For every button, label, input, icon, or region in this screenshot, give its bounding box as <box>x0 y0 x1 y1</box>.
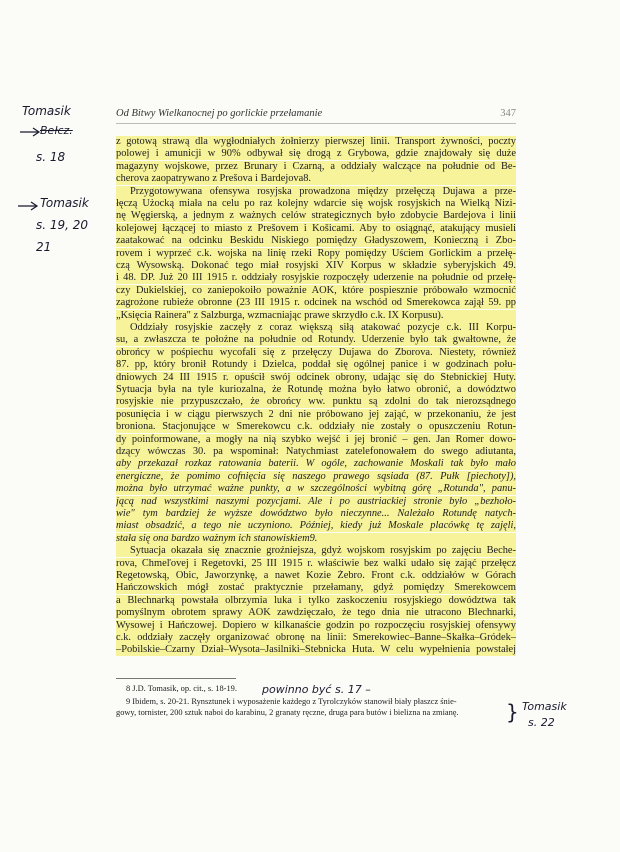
running-title: Od Bitwy Wielkanocnej po gorlickie przełamanie <box>116 108 323 119</box>
text-line: z gotową strawą dla wygłodniałych żołnierzy pierwszej linii. Transport żywności, poczty <box>116 136 516 147</box>
text-line: rovem i wyprzeć c.k. wojska na linię rzeki Ropy pomiędzy Uściem Gorlickim a przełę- <box>116 247 516 259</box>
text-line: nę Węgierską, a jednym z ważnych celów strategicznych było zdobycie Bardejova i linii <box>116 210 516 222</box>
text-line: obrońcy w pośpiechu wycofali się z przełęczy Dujawa do Zborova. Niestety, również <box>116 346 516 358</box>
handwritten-arrow-icon <box>16 200 40 212</box>
text-line: dy poinformowane, a mogły na nią szybko wejść i jej bronić – gen. Jan Romer dowo- <box>116 433 516 445</box>
text-line: czą Wysowską. Dokonać tego miał rosyjski XIV Korpus w składzie syberyjskich 49. <box>116 260 516 271</box>
text-line: posunięcia i w ciągu pierwszych 2 dni nie próbowano jej zająć, w przekonaniu, że jest <box>116 408 516 420</box>
text-line: Wysowej i Hańczowej. Dopiero w kilkanaście godzin po rozpoczęciu rosyjskiej ofensywy <box>116 619 516 631</box>
text-line: stała się ona bardzo ważnym ich stanowiskiem9. <box>116 533 516 545</box>
handwritten-note-page-1: s. 18 <box>36 150 66 164</box>
footnote-line: 9 Ibidem, s. 20-21. Rynsztunek i wyposażenie każdego z Tyrolczyków stanowił biały płaszcz śnie- <box>126 697 457 706</box>
text-line: Przygotowywana ofensywa rosyjska prowadzona między przełęczą Dujawa a prze- <box>116 186 516 198</box>
handwritten-note-name-1: Tomasik <box>22 104 71 118</box>
handwritten-right-note-name: Tomasik <box>522 700 567 713</box>
text-line: cherova zaopatrywano z Prešova i Bardejova8. <box>116 173 516 185</box>
running-header <box>116 108 516 124</box>
text-line: Oddziały rosyjskie zaczęły z coraz większą siłą atakować pozycje c.k. III Korpu- <box>116 322 516 334</box>
text-line: jącą nad wszystkimi naszymi pozycjami. Ale i po austriackiej stronie było „bezhoło- <box>116 495 516 507</box>
handwritten-arrow-icon <box>18 126 42 138</box>
text-line: 87. pp, który bronił Rotundy i Dzielca, poddał się ogólnej panice i w godzinach połu- <box>116 359 516 371</box>
text-line: c.k. oddziały zaczęły organizować obronę na linii: Smerekowiec–Banne–Skałka–Gródek– <box>116 632 516 643</box>
text-line: a Blechnarką powstała olbrzymia luka i tylko zaskoczeniu rosyjskiego dowództwa tak <box>116 594 516 606</box>
text-line: łęczą Użocką miała na celu po raz kolejny wdarcie się wojsk rosyjskich na Wielką Nizi- <box>116 198 516 209</box>
handwritten-note-pages-2b: 21 <box>36 240 52 254</box>
text-line: zaatakować na odcinku Beskidu Niskiego pomiędzy Gładyszowem, Konieczną i Zbo- <box>116 235 516 247</box>
handwritten-brace-icon: } <box>506 700 519 724</box>
text-line: Regetowską, Obic, Jaworzynkę, a nawet Kozie Żebro. Front c.k. oddziałów w Górach <box>116 570 516 581</box>
footnote-line: 8 J.D. Tomasik, op. cit., s. 18-19. <box>126 684 237 693</box>
handwritten-footnote-note: powinno być s. 17 – <box>262 683 371 696</box>
text-line: polowej i amunicji w 90% odbywał się drogą z Grybowa, gdzie znajdowały się duże <box>116 148 516 160</box>
text-line: można było utrzymać ważne punkty, a w szczególności wybitną górę „Rotunda", panu- <box>116 483 516 495</box>
text-line: rosyjskie nie przypuszczało, że obrońcy ww. punktu są zdolni do tak nierozsądnego <box>116 396 516 408</box>
text-line: su, a zwłaszcza te położne na południe od Rotundy. Uderzenie było tak gwałtowne, że <box>116 334 516 346</box>
text-line: dzący wówczas 30. pa wspominał: Natychmiast zatelefonowałem do swego adiutanta, <box>116 446 516 457</box>
text-line: Hańczowskich mógł zostać praktycznie przełamany, gdyż pomiędzy Smerekowcem <box>116 582 516 594</box>
text-line: Sytuacja okazała się znacznie groźniejsza, gdyż wojskom rosyjskim po zajęciu Beche- <box>116 545 516 557</box>
text-line: pomyślnym obrotem sprawy AOK zawdzięczało, że tego dnia nie utracono Blechnarki, <box>116 607 516 619</box>
text-line: broniona. Stacjonujące w Smerekowcu c.k. oddziały nie zostały o opuszczeniu Rotun- <box>116 421 516 433</box>
text-line: –Pobilskie–Czarny Dział–Wysota–Jasilniki–Stebnicka Huta. W celu wypełnienia powstałej <box>116 644 516 656</box>
handwritten-note-crossed: Bełcz. <box>40 124 73 137</box>
text-line: zagrożone rubieże obronne (23 III 1915 r. odcinek na wschód od Smerekowca zajął 59. pp <box>116 297 516 309</box>
text-line: Sytuacja była na tyle kuriozalna, że Rotundę można było łatwo obronić, a dowództwo <box>116 384 516 395</box>
handwritten-note-pages-2: s. 19, 20 <box>36 218 89 232</box>
text-line: kolejowej łączącej to miasto z Prešovem i Košicami. Aby to osiągnąć, atakujący musieli <box>116 222 516 234</box>
text-line: czy Dukielskiej, co zaniepokoiło poważnie AOK, które pospiesznie próbowało wzmocnić <box>116 284 516 296</box>
text-line: miast obsadzić, a tego nie uczyniono. Później, kiedy już Moskale placówkę tę zajęli, <box>116 520 516 532</box>
text-line: i 48. DP. Już 20 III 1915 r. oddziały rosyjskie rozpoczęły uderzenie na południe od przełę- <box>116 272 516 284</box>
text-line: „Księcia Rainera" z Salzburga, wzmacniając prawe skrzydło c.k. IX Korpusu). <box>116 310 516 322</box>
text-line: wie" tym bardziej że wyższe dowództwo było nieczynne... Należało Rotundę natych- <box>116 508 516 519</box>
text-line: aby przekazał rozkaz ratowania baterii. W ogóle, zachowanie Moskali tak było mało <box>116 458 516 470</box>
header-rule <box>116 123 516 124</box>
page-number: 347 <box>500 108 516 119</box>
text-line: magazyny wojskowe, przez Brunary i Czarną, a oddziały walczące na południe od Be- <box>116 160 516 172</box>
text-line: rova, Chmeľovej i Regetovki, 25 III 1915 r. właściwie bez walki udało się zająć przełęcz <box>116 557 516 569</box>
handwritten-right-note-page: s. 22 <box>528 716 555 729</box>
handwritten-note-name-2: Tomasik <box>40 196 89 210</box>
footnote-rule <box>116 678 236 679</box>
footnote-line: gowy, tornister, 200 sztuk naboi do karabinu, 2 granaty ręczne, druga para butów i bielizna na zmianę. <box>116 708 459 717</box>
text-line: energiczne, że pomimo cofnięcia się naszego prawego sąsiada (87. Pułk [piechoty]), <box>116 470 516 482</box>
text-line: dniowych 24 III 1915 r. opuścił swój odcinek obrony, udając się do Stebnickiej Huty. <box>116 371 516 383</box>
